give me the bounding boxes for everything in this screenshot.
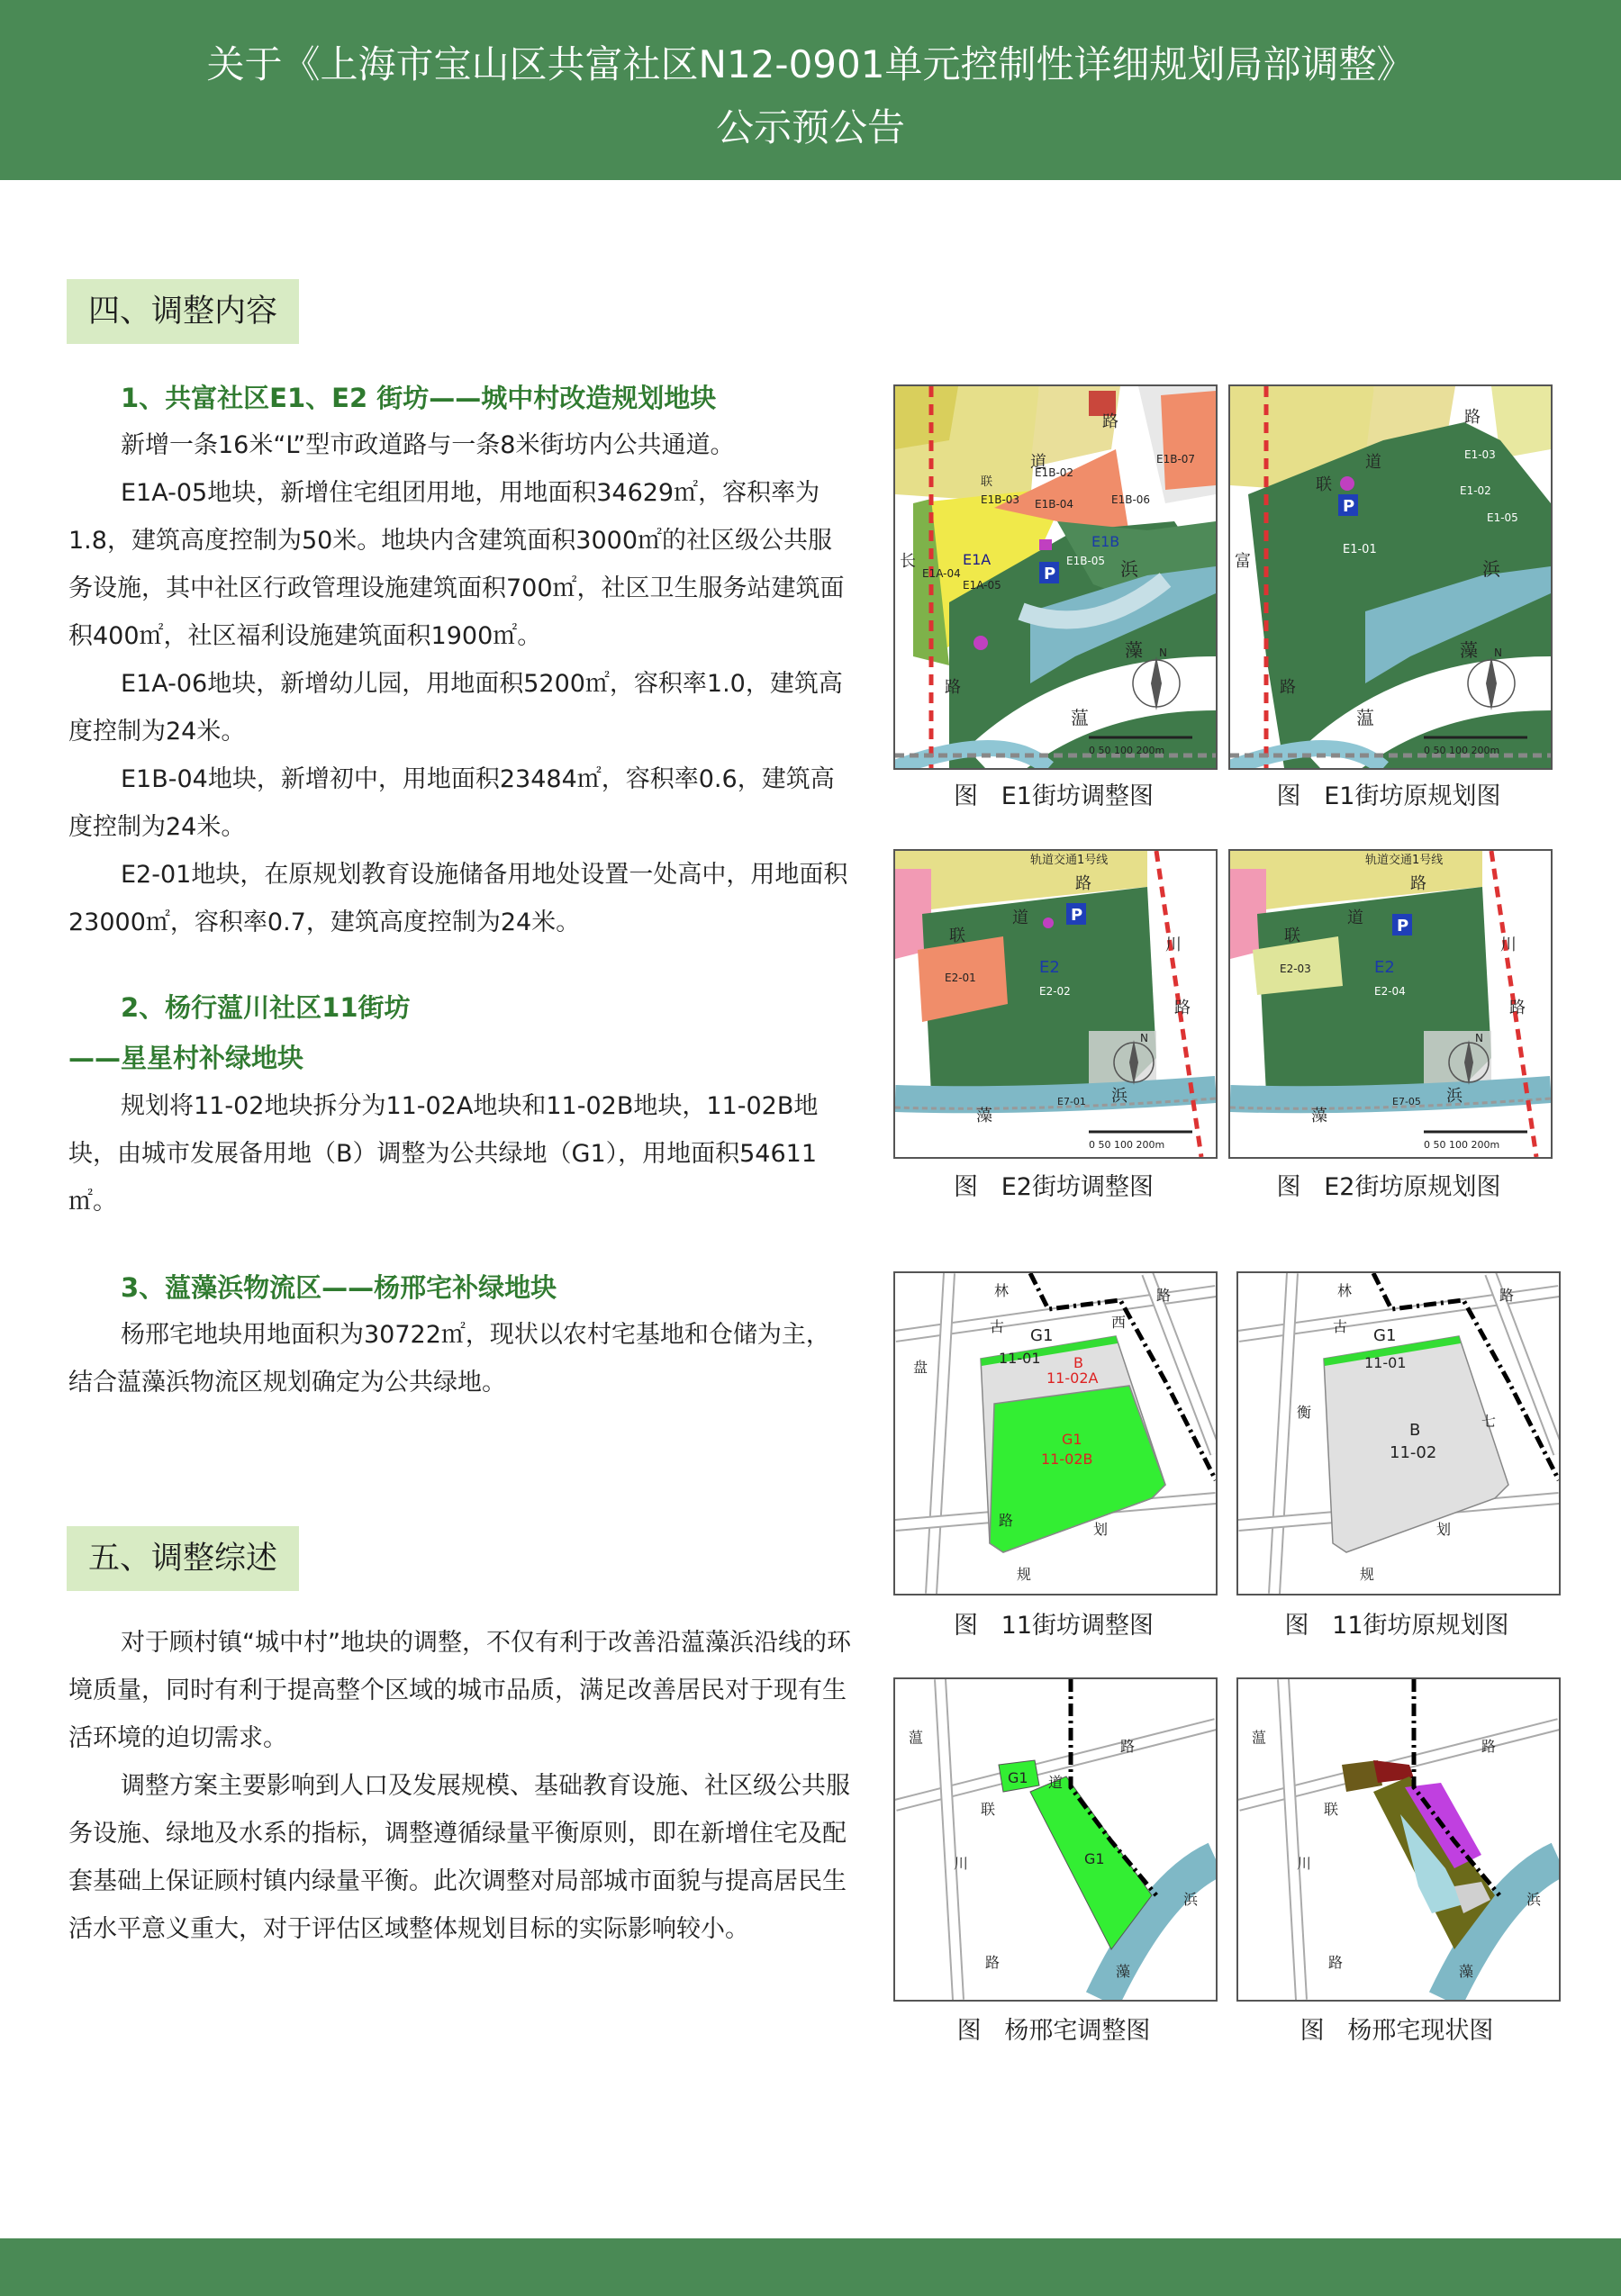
- map-block11-original-drawing: [1238, 1273, 1559, 1594]
- svg-text:路: 路: [1509, 999, 1526, 1017]
- svg-text:路: 路: [1156, 1287, 1172, 1304]
- svg-text:道: 道: [1048, 1774, 1064, 1791]
- svg-text:E1B-07: E1B-07: [1156, 453, 1196, 466]
- svg-text:古: 古: [1333, 1318, 1348, 1335]
- svg-text:11-01: 11-01: [1364, 1354, 1407, 1371]
- svg-text:E1-03: E1-03: [1464, 448, 1496, 461]
- map-block11-original: [1236, 1271, 1561, 1595]
- svg-text:联: 联: [1316, 475, 1332, 494]
- svg-text:林: 林: [1337, 1282, 1353, 1299]
- svg-text:七: 七: [1481, 1413, 1497, 1430]
- map-e1-original-drawing: [1230, 386, 1551, 768]
- map-e1-adjusted: [893, 384, 1218, 770]
- svg-text:轨道交通1号线: 轨道交通1号线: [1030, 854, 1109, 867]
- caption-block11-original: 图 11街坊原规划图: [1284, 1612, 1509, 1640]
- svg-text:N: N: [1494, 646, 1502, 659]
- svg-text:联: 联: [1324, 1801, 1339, 1818]
- svg-text:路: 路: [1499, 1287, 1515, 1304]
- caption-yangxingzhai-adjusted: 图 杨邢宅调整图: [956, 2017, 1151, 2045]
- svg-text:G1: G1: [1008, 1769, 1028, 1786]
- svg-text:蕰: 蕰: [1071, 707, 1089, 728]
- svg-text:N: N: [1159, 646, 1167, 659]
- map-yangxingzhai-current: [1236, 1677, 1561, 2002]
- map-e1-original: [1228, 384, 1553, 770]
- svg-text:0 50 100 200m: 0 50 100 200m: [1089, 1139, 1165, 1151]
- section4-para-5: E2-01地块，在原规划教育设施储备用地处设置一处高中，用地面积23000㎡，容积率0.7，建筑高度控制为24米。: [68, 861, 848, 936]
- svg-text:E1A: E1A: [963, 551, 992, 568]
- svg-text:川: 川: [1297, 1855, 1312, 1872]
- map-e2-adjusted: [893, 849, 1218, 1159]
- svg-text:长: 长: [900, 552, 916, 571]
- svg-text:道: 道: [1365, 453, 1381, 472]
- svg-text:E1A-05: E1A-05: [963, 579, 1001, 592]
- caption-e1-original: 图 E1街坊原规划图: [1276, 782, 1501, 810]
- svg-text:E1B: E1B: [1091, 533, 1120, 550]
- svg-text:E2-01: E2-01: [945, 972, 976, 984]
- page-footer-bar: [0, 2238, 1621, 2296]
- map-e2-original-drawing: [1230, 851, 1551, 1157]
- svg-text:B: B: [1073, 1354, 1083, 1371]
- section4-para-6: 规划将11-02地块拆分为11-02A地块和11-02B地块，11-02B地块，由城市发展备用地（B）调整为公共绿地（G1），用地面积54611㎡。: [68, 1092, 819, 1216]
- map-block11-adjusted: [893, 1271, 1218, 1595]
- section5-heading: 五、调整综述: [67, 1526, 299, 1591]
- svg-text:路: 路: [1328, 1954, 1344, 1971]
- svg-text:E1-02: E1-02: [1460, 484, 1491, 497]
- svg-text:11-01: 11-01: [999, 1350, 1041, 1367]
- svg-text:浜: 浜: [1120, 558, 1138, 580]
- svg-text:E1B-06: E1B-06: [1111, 493, 1151, 506]
- svg-text:规: 规: [1360, 1566, 1375, 1583]
- map-yangxingzhai-adjusted-drawing: [895, 1679, 1216, 2000]
- svg-text:E2-03: E2-03: [1280, 963, 1311, 975]
- svg-text:衡: 衡: [1297, 1404, 1312, 1421]
- svg-text:E7-05: E7-05: [1392, 1096, 1421, 1107]
- svg-text:古: 古: [990, 1318, 1005, 1335]
- svg-text:G1: G1: [1062, 1431, 1082, 1448]
- svg-text:划: 划: [1093, 1521, 1109, 1538]
- svg-text:藻: 藻: [1460, 639, 1478, 661]
- svg-text:藻: 藻: [1125, 639, 1143, 661]
- svg-text:G1: G1: [1373, 1326, 1397, 1345]
- svg-text:道: 道: [1030, 453, 1046, 472]
- caption-e2-adjusted: 图 E2街坊调整图: [954, 1173, 1154, 1201]
- svg-text:蕰: 蕰: [1252, 1729, 1267, 1746]
- svg-text:路: 路: [1280, 678, 1296, 697]
- section4-para-2: E1A-05地块，新增住宅组团用地，用地面积34629㎡，容积率为1.8，建筑高度控制为50米。地块内含建筑面积3000㎡的社区级公共服务设施，其中社区行政管理设施建筑面积700㎡，社区卫生服务站建筑面积400㎡，社区福利设施建筑面积1900㎡。: [68, 479, 845, 650]
- section4-subhead-2b: ——星星村补绿地块: [68, 1043, 304, 1073]
- map-yangxingzhai-adjusted: [893, 1677, 1218, 2002]
- svg-text:藻: 藻: [1459, 1963, 1474, 1980]
- caption-yangxingzhai-current: 图 杨邢宅现状图: [1300, 2017, 1494, 2045]
- svg-text:P: P: [1044, 565, 1056, 583]
- section4-subhead-3: 3、蕰藻浜物流区——杨邢宅补绿地块: [121, 1272, 557, 1303]
- svg-text:E1-01: E1-01: [1343, 543, 1377, 556]
- svg-text:川: 川: [1165, 936, 1182, 954]
- svg-text:路: 路: [1102, 412, 1118, 431]
- map-e2-original: [1228, 849, 1553, 1159]
- svg-text:浜: 浜: [1526, 1891, 1542, 1908]
- svg-text:路: 路: [945, 678, 961, 697]
- svg-text:林: 林: [994, 1282, 1010, 1299]
- header-title-line1: 关于《上海市宝山区共富社区N12-0901单元控制性详细规划局部调整》: [206, 42, 1415, 86]
- svg-text:西: 西: [1111, 1314, 1127, 1331]
- caption-e2-original: 图 E2街坊原规划图: [1276, 1173, 1501, 1201]
- section4-para-3: E1A-06地块，新增幼儿园，用地面积5200㎡，容积率1.0，建筑高度控制为24米。: [68, 670, 843, 746]
- section4-para-4: E1B-04地块，新增初中，用地面积23484㎡，容积率0.6，建筑高度控制为24米。: [68, 765, 835, 841]
- svg-text:路: 路: [1075, 874, 1091, 893]
- svg-text:路: 路: [1464, 408, 1481, 427]
- svg-text:路: 路: [985, 1954, 1001, 1971]
- svg-text:路: 路: [1410, 874, 1426, 893]
- section4-para-7: 杨邢宅地块用地面积为30722㎡，现状以农村宅基地和仓储为主，结合蕰藻浜物流区规划确定为公共绿地。: [68, 1321, 830, 1397]
- svg-text:E1A-04: E1A-04: [922, 567, 961, 580]
- svg-text:P: P: [1397, 917, 1409, 936]
- map-e2-adjusted-drawing: [895, 851, 1216, 1157]
- svg-text:蕰: 蕰: [909, 1729, 924, 1746]
- svg-text:川: 川: [1500, 936, 1517, 954]
- svg-text:E2-04: E2-04: [1374, 985, 1406, 998]
- map-block11-adjusted-drawing: [895, 1273, 1216, 1594]
- svg-text:富: 富: [1235, 552, 1251, 571]
- svg-text:路: 路: [1120, 1738, 1136, 1755]
- svg-text:蕰: 蕰: [1356, 707, 1374, 728]
- svg-text:11-02B: 11-02B: [1041, 1451, 1093, 1468]
- svg-text:藻: 藻: [1311, 1107, 1327, 1125]
- section4-subhead-1: 1、共富社区E1、E2 街坊——城中村改造规划地块: [121, 383, 717, 413]
- svg-text:联: 联: [981, 1801, 996, 1818]
- svg-text:道: 道: [1347, 908, 1363, 927]
- section5-para-2: 调整方案主要影响到人口及发展规模、基础教育设施、社区级公共服务设施、绿地及水系的指标，调整遵循绿量平衡原则，即在新增住宅及配套基础上保证顾村镇内绿量平衡。此次调整对局部城市面貌与提高居民生活水平意义重大，对于评估区域整体规划目标的实际影响较小。: [68, 1772, 850, 1943]
- svg-text:规: 规: [1017, 1566, 1032, 1583]
- svg-text:P: P: [1343, 497, 1355, 516]
- svg-text:道: 道: [1012, 908, 1028, 927]
- svg-text:路: 路: [1481, 1738, 1497, 1755]
- svg-text:E2-02: E2-02: [1039, 985, 1071, 998]
- svg-text:E1B-03: E1B-03: [981, 493, 1020, 506]
- svg-text:0 50 100 200m: 0 50 100 200m: [1089, 745, 1165, 756]
- map-e1-adjusted-drawing: [895, 386, 1216, 768]
- svg-text:B: B: [1409, 1421, 1421, 1440]
- svg-text:浜: 浜: [1446, 1087, 1463, 1106]
- section4-para-1: 新增一条16米“L”型市政道路与一条8米街坊内公共通道。: [121, 431, 735, 459]
- caption-block11-adjusted: 图 11街坊调整图: [953, 1612, 1155, 1640]
- svg-text:E7-01: E7-01: [1057, 1096, 1086, 1107]
- svg-text:G1: G1: [1084, 1850, 1105, 1867]
- svg-text:划: 划: [1436, 1521, 1452, 1538]
- svg-text:联: 联: [1284, 927, 1300, 945]
- svg-text:联: 联: [981, 475, 993, 489]
- svg-text:P: P: [1071, 906, 1083, 925]
- svg-text:E1B-04: E1B-04: [1035, 498, 1074, 511]
- svg-text:浜: 浜: [1183, 1891, 1199, 1908]
- svg-text:E2: E2: [1374, 958, 1395, 977]
- svg-text:藻: 藻: [1116, 1963, 1131, 1980]
- svg-text:路: 路: [1174, 999, 1191, 1017]
- section5-para-1: 对于顾村镇“城中村”地块的调整，不仅有利于改善沿蕰藻浜沿线的环境质量，同时有利于提高整个区域的城市品质，满足改善居民对于现有生活环境的迫切需求。: [68, 1629, 851, 1752]
- svg-text:11-02: 11-02: [1390, 1443, 1437, 1462]
- svg-text:轨道交通1号线: 轨道交通1号线: [1365, 854, 1444, 867]
- svg-text:N: N: [1140, 1032, 1148, 1044]
- svg-text:0 50 100 200m: 0 50 100 200m: [1424, 1139, 1500, 1151]
- svg-text:0 50 100 200m: 0 50 100 200m: [1424, 745, 1500, 756]
- svg-text:路: 路: [999, 1512, 1014, 1529]
- svg-text:E2: E2: [1039, 958, 1060, 977]
- svg-text:联: 联: [949, 927, 965, 945]
- svg-text:藻: 藻: [976, 1107, 992, 1125]
- svg-text:N: N: [1475, 1032, 1483, 1044]
- page-header: [0, 0, 1621, 180]
- svg-text:浜: 浜: [1111, 1087, 1127, 1106]
- svg-text:E1B-02: E1B-02: [1035, 466, 1074, 479]
- svg-text:E1B-05: E1B-05: [1066, 555, 1106, 567]
- caption-e1-adjusted: 图 E1街坊调整图: [954, 782, 1154, 810]
- map-yangxingzhai-current-drawing: [1238, 1679, 1559, 2000]
- svg-text:E1-05: E1-05: [1487, 511, 1518, 524]
- svg-text:盘: 盘: [913, 1359, 928, 1376]
- svg-text:G1: G1: [1030, 1326, 1054, 1345]
- header-title-line2: 公示预公告: [715, 105, 905, 149]
- svg-text:浜: 浜: [1482, 558, 1500, 580]
- svg-text:川: 川: [954, 1855, 969, 1872]
- svg-text:11-02A: 11-02A: [1046, 1369, 1099, 1387]
- section4-subhead-2a: 2、杨行蕰川社区11街坊: [121, 992, 411, 1023]
- section4-heading: 四、调整内容: [67, 279, 299, 344]
